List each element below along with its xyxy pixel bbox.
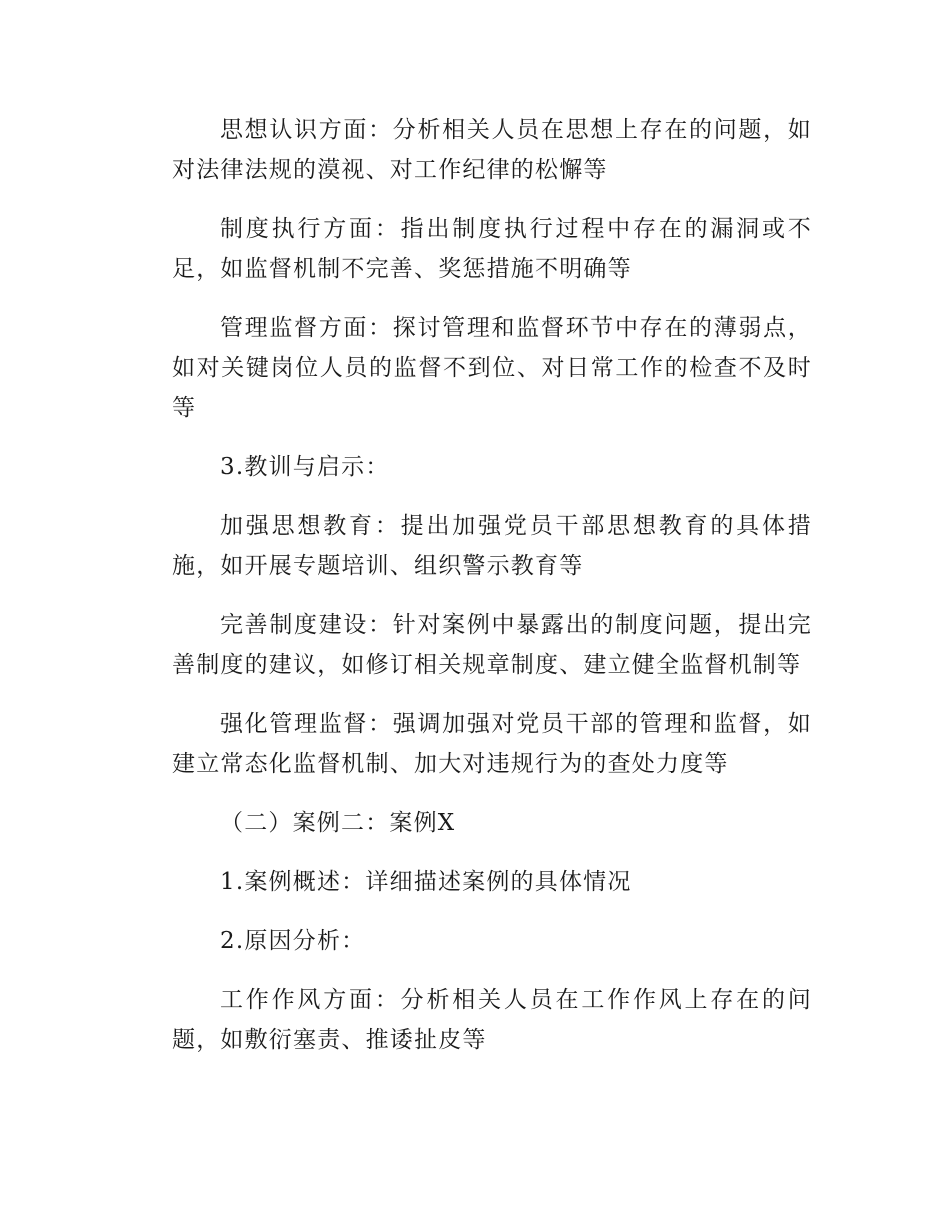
paragraph-management-supervision: 管理监督方面：探讨管理和监督环节中存在的薄弱点，如对关键岗位人员的监督不到位、对日常工作的检查不及时等 xyxy=(172,315,812,421)
section-heading-case-two: （二）案例二：案例X xyxy=(220,810,456,836)
paragraph-improve-system: 完善制度建设：针对案例中暴露出的制度问题，提出完善制度的建议，如修订相关规章制度、建立健全监督机制等 xyxy=(172,612,812,678)
document-body xyxy=(172,110,812,1079)
paragraph-thought-awareness: 思想认识方面：分析相关人员在思想上存在的问题，如对法律法规的漠视、对工作纪律的松懈等 xyxy=(172,117,812,183)
paragraph-strengthen-supervision: 强化管理监督：强调加强对党员干部的管理和监督，如建立常态化监督机制、加大对违规行为的查处力度等 xyxy=(172,711,812,777)
paragraph-system-execution: 制度执行方面：指出制度执行过程中存在的漏洞或不足，如监督机制不完善、奖惩措施不明确等 xyxy=(172,216,812,282)
section-heading-lessons: 3.教训与启示： xyxy=(220,454,390,480)
paragraph-strengthen-education: 加强思想教育：提出加强党员干部思想教育的具体措施，如开展专题培训、组织警示教育等 xyxy=(172,513,812,579)
paragraph-work-style: 工作作风方面：分析相关人员在工作作风上存在的问题，如敷衍塞责、推诿扯皮等 xyxy=(172,987,812,1053)
section-heading-case-overview: 1.案例概述：详细描述案例的具体情况 xyxy=(220,869,632,895)
section-heading-cause-analysis: 2.原因分析： xyxy=(220,928,366,954)
